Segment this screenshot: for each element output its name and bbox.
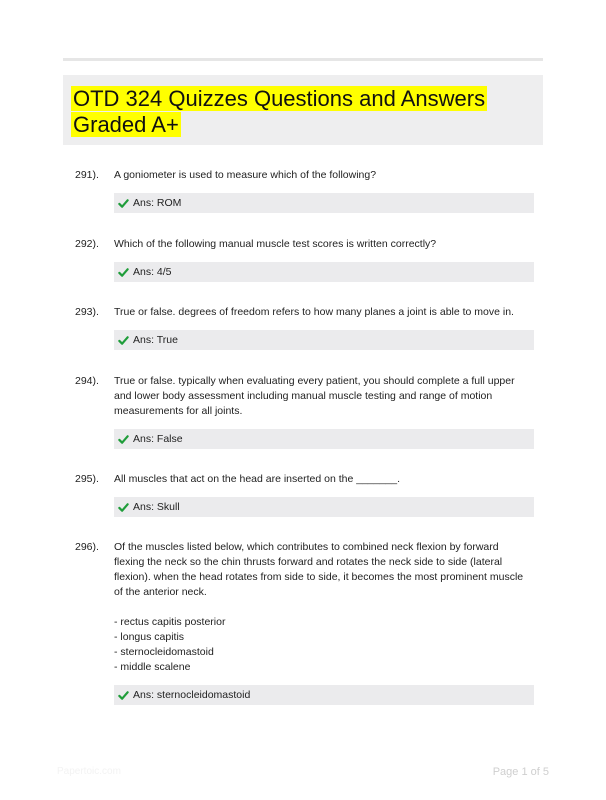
answer-text: Ans: sternocleidomastoid — [133, 688, 251, 701]
answer-box — [114, 497, 534, 517]
answer-text: Ans: Skull — [133, 500, 180, 513]
question-text: True or false. typically when evaluating every patient, you should complete a full upper and lower body assessment including manual muscle testing and range of motion measurements for all joints. — [114, 375, 515, 417]
answer-box — [114, 429, 534, 449]
qa-item — [75, 472, 535, 520]
question-text: Of the muscles listed below, which contributes to combined neck flexion by forward flexing the neck so the chin thrusts forward and rotates the neck side to side (lateral flexion). when the head rotates from side to side, it becomes the most prominent muscle of the anterior neck. - rectus capitis posterior - longus capitis - sternocleidomastoid - middle scalene — [114, 541, 524, 673]
page-number: Page 1 of 5 — [492, 766, 549, 778]
top-divider — [63, 58, 543, 61]
question-number: 291). — [75, 169, 99, 181]
answer-box — [114, 193, 534, 213]
answer-text: Ans: ROM — [133, 196, 182, 209]
checkmark-icon — [118, 434, 129, 445]
question-text: A goniometer is used to measure which of the following? — [114, 169, 377, 181]
qa-item — [75, 237, 535, 285]
question-text: All muscles that act on the head are inserted on the _______. — [114, 473, 401, 485]
qa-item — [75, 540, 535, 708]
question-number: 294). — [75, 375, 99, 387]
checkmark-icon — [118, 690, 129, 701]
checkmark-icon — [118, 198, 129, 209]
answer-box — [114, 685, 534, 705]
footer-watermark: Papertoic.com — [57, 766, 121, 777]
answer-text: Ans: True — [133, 333, 178, 346]
checkmark-icon — [118, 267, 129, 278]
page-title: OTD 324 Quizzes Questions and Answers Graded A+ — [73, 86, 486, 137]
qa-item — [75, 168, 535, 216]
question-text: True or false. degrees of freedom refers to how many planes a joint is able to move in. — [114, 306, 514, 318]
question-number: 293). — [75, 306, 99, 318]
checkmark-icon — [118, 502, 129, 513]
answer-box — [114, 330, 534, 350]
answer-box — [114, 262, 534, 282]
question-number: 295). — [75, 473, 99, 485]
title-banner — [63, 75, 543, 145]
qa-item — [75, 374, 535, 452]
checkmark-icon — [118, 335, 129, 346]
question-text: Which of the following manual muscle test scores is written correctly? — [114, 238, 437, 250]
answer-text: Ans: 4/5 — [133, 265, 172, 278]
qa-item — [75, 305, 535, 353]
answer-text: Ans: False — [133, 432, 183, 445]
question-number: 296). — [75, 541, 99, 553]
question-number: 292). — [75, 238, 99, 250]
